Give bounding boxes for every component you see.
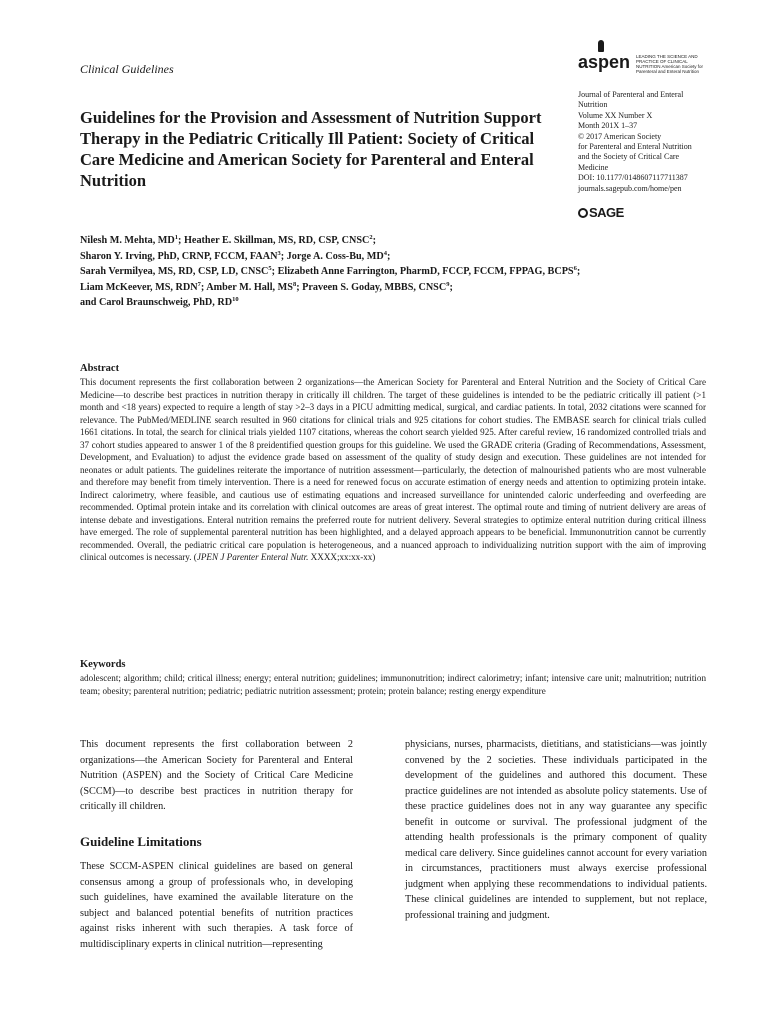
affiliation-mark: 2 <box>369 234 373 241</box>
abstract-citation: JPEN J Parenter Enteral Nutr. <box>196 552 309 562</box>
author-name: and Carol Braunschweig, PhD, RD <box>80 297 233 308</box>
journal-info-line: Volume XX Number X <box>578 110 653 120</box>
journal-info-line: Journal of Parenteral and Enteral <box>578 90 684 99</box>
author-name: Praveen S. Goday, MBBS, CNSC <box>302 281 447 293</box>
sage-circle-icon <box>578 208 588 218</box>
article-title: Guidelines for the Provision and Assessment of Nutrition Support Therapy in the Pediatric Critically Ill Patient: Society of Critical Care Medicine and American Society for Parenteral and Enteral Nutrition <box>80 108 542 190</box>
author-name: Nilesh M. Mehta, MD <box>80 235 175 246</box>
right-column-paragraph: physicians, nurses, pharmacists, dietitians, and statisticians—was jointly convened by the 2 societies. These individuals participated in the development of the guidelines and authored this document. These practice guidelines are not intended as absolute policy statements. Use of these practice guidelines does not in any way guarantee any specific benefit in outcome or survival. The professional judgment of the attending health professionals is the primary component of quality medical care delivery. Since guidelines cannot account for every variation in circumstances, practitioners must always exercise professional judgment when applying these recommendations to individual patients. These clinical guidelines are intended to supplement, but not replace, professional training and judgment. <box>405 739 707 921</box>
limitations-paragraph: These SCCM-ASPEN clinical guidelines are based on general consensus among a group of professionals who, in developing such guidelines, have examined the available literature on the subject and balanced potential benefits of nutrition practices against risks inherent with such therapies. A task force of multidisciplinary experts in clinical nutrition—representing <box>80 861 353 950</box>
journal-info-line: and the Society of Critical Care <box>578 152 680 162</box>
sage-logo <box>578 205 624 220</box>
abstract-body: This document represents the first collaboration between 2 organizations—the American Society for Parenteral and Enteral Nutrition and the Society of Critical Care Medicine—to describe best practices in nutrition therapy in critically ill children. The target of these guidelines is intended to be the pediatric critically ill patient (>1 month and <18 years) expected to require a length of stay >2–3 days in a PICU admitting medical, surgical, and cardiac patients. In total, 2032 citations were scanned for relevance. The PubMed/MEDLINE search resulted in 960 citations for clinical trials and 925 citations for cohort studies. The EMBASE search for clinical trials culled 1661 citations. In total, the search for clinical trials yielded 1107 citations, whereas the cohort search yielded 925. After careful review, 16 randomized controlled trials and 37 cohort studies appeared to answer 1 of the 8 preidentified question groups for this guideline. We used the GRADE criteria (Grading of Recommendations, Assessment, Development, and Evaluation) to adjust the evidence grade based on assessment of the quality of study design and execution. These guidelines are not intended for neonates or adult patients. The guidelines reiterate the importance of nutrition assessment—particularly, the detection of malnourished patients who are most vulnerable and therefore may benefit from timely intervention. There is a need for renewed focus on accurate estimation of energy needs and attention to optimizing protein intake. Indirect calorimetry, where feasible, and cautious use of estimating equations and increased surveillance for unintended caloric underfeeding and overfeeding are recommended. Optimal protein intake and its correlation with clinical outcomes are areas of great interest. The optimal route and timing of nutrient delivery are areas of intense debate and investigations. Enteral nutrition remains the preferred route for nutrient delivery. Several strategies to optimize enteral nutrition during critical illness have emerged. The role of supplemental parenteral nutrition has been highlighted, and a delayed approach appears to be beneficial. Immunonutrition cannot be currently recommended. Overall, the pediatric critical care population is heterogeneous, and a nuanced approach to individualizing nutrition support with the aim of improving clinical outcomes is necessary. ( <box>80 377 706 562</box>
affiliation-mark: 3 <box>277 249 281 257</box>
author-name: Jorge A. Coss-Bu, MD <box>286 250 384 262</box>
section-heading-limitations: Guideline Limitations <box>80 834 202 849</box>
author-name: Elizabeth Anne Farrington, PharmD, FCCP, FCCM, FPPAG, BCPS <box>277 266 574 277</box>
journal-info-line: for Parenteral and Enteral Nutrition <box>578 142 692 152</box>
affiliation-mark: 5 <box>268 265 272 272</box>
journal-info-line: Nutrition <box>578 100 608 110</box>
author-line <box>80 249 700 265</box>
section-label: Clinical Guidelines <box>80 62 174 76</box>
keywords-heading: Keywords <box>80 659 126 670</box>
journal-info-line: Month 201X 1–37 <box>578 121 638 131</box>
logo-wordmark: aspen <box>578 52 631 72</box>
author-name: Sarah Vermilyea, MS, RD, CSP, LD, CNSC <box>80 266 269 277</box>
affiliation-mark: 6 <box>573 265 577 272</box>
aspen-logo <box>578 40 708 76</box>
affiliation-mark: 1 <box>174 234 179 241</box>
journal-info-line: Medicine <box>578 162 609 172</box>
journal-info-line: © 2017 American Society <box>578 131 662 141</box>
author-name: Sharon Y. Irving, PhD, CRNP, FCCM, FAAN <box>80 250 278 262</box>
abstract-text <box>80 376 706 564</box>
separator: ; <box>372 235 377 246</box>
doi: DOI: 10.1177/0148607117711387 <box>578 173 688 183</box>
author-list <box>80 233 700 311</box>
affiliation-mark: 4 <box>383 249 387 257</box>
author-line <box>80 233 700 249</box>
author-name: Liam McKeever, MS, RDN <box>80 281 198 293</box>
sage-wordmark: SAGE <box>589 205 624 220</box>
abstract-heading: Abstract <box>80 363 120 374</box>
logo-tagline: LEADING THE SCIENCE AND PRACTICE OF CLINICAL NUTRITION American Society for Parenteral and Enteral Nutrition <box>636 54 704 74</box>
author-name: Amber M. Hall, MS <box>206 281 293 293</box>
abstract-citation-tail: XXXX;xx:xx-xx) <box>308 552 376 562</box>
flame-icon <box>598 40 604 52</box>
intro-paragraph: This document represents the first collaboration between 2 organizations—the American Society for Parenteral and Enteral Nutrition (ASPEN) and the Society of Critical Care Medicine (SCCM)—to describe best practices in nutrition therapy for critically ill children. <box>80 739 353 812</box>
affiliation-mark: 9 <box>446 280 450 288</box>
author-line <box>80 264 700 280</box>
separator: ; <box>280 250 287 262</box>
author-line <box>80 280 700 296</box>
author-line <box>80 295 700 311</box>
separator: ; <box>576 266 581 277</box>
separator: ; <box>296 281 303 293</box>
affiliation-mark: 8 <box>292 280 297 288</box>
separator: ; <box>386 250 391 262</box>
keywords-text: adolescent; algorithm; child; critical illness; energy; enteral nutrition; guidelines; immunonutrition; indirect calorimetry; infant; intensive care unit; malnutrition; nutrition team; obesity; parenteral nutrition; pediatric; pediatric nutrition assessment; protein; protein balance; resting energy expenditure <box>80 673 706 696</box>
separator: ; <box>271 266 278 277</box>
affiliation-mark: 7 <box>197 280 201 288</box>
affiliation-mark: 10 <box>232 296 239 303</box>
author-name: Heather E. Skillman, MS, RD, CSP, CNSC <box>184 235 370 246</box>
separator: ; <box>449 281 453 293</box>
separator: ; <box>178 235 184 246</box>
journal-info <box>578 90 718 194</box>
journal-url: journals.sagepub.com/home/pen <box>578 183 682 193</box>
separator: ; <box>200 281 207 293</box>
